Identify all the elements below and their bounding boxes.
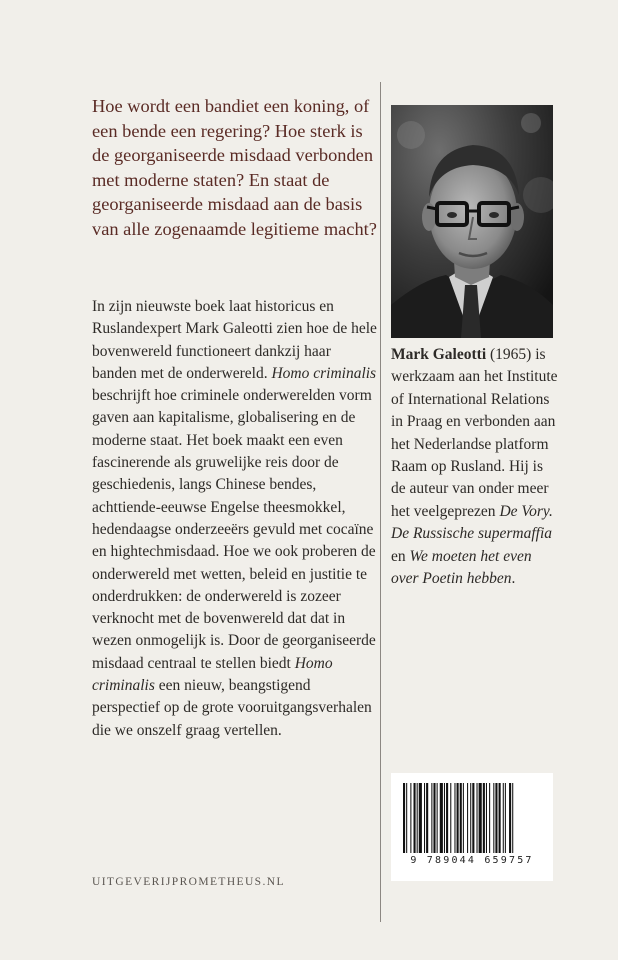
column-divider — [380, 82, 381, 922]
barcode-bar — [417, 783, 418, 853]
description-text-3: een nieuw, beangstigend perspectief op de grote vooruitgangsverhalen die we onszelf graag vertellen. — [92, 677, 372, 739]
barcode-bar — [479, 783, 482, 853]
lead-paragraph: Hoe wordt een bandiet een koning, of een bende een regering? Hoe sterk is de georganiseerde misdaad verbonden met moderne staten? En staat de georganiseerde misdaad aan de basis van alle zogenaamde legitieme macht? — [92, 96, 377, 239]
barcode-bar — [457, 783, 459, 853]
author-bio — [391, 344, 561, 590]
barcode-bar — [433, 783, 435, 853]
barcode-bar — [410, 783, 411, 853]
barcode-bar — [406, 783, 407, 853]
author-name: Mark Galeotti — [391, 346, 487, 363]
description-text-1: In zijn nieuwste boek laat historicus en Ruslandexpert Mark Galeotti zien hoe de hele bovenwereld functioneert dankzij haar banden met de onderwereld. — [92, 298, 377, 382]
author-book-title-2: We moeten het even over Poetin hebben — [391, 547, 532, 588]
barcode-bar — [472, 783, 474, 853]
author-bio-text-2: en — [391, 547, 410, 565]
barcode-bar — [403, 783, 405, 853]
isbn-number: 9 789044 659757 — [410, 855, 534, 866]
author-bio-text-1: (1965) is werkzaam aan het Institute of International Relations in Praag en verbonden aan het Nederlandse platform Raam op Rusland. Hij is de auteur van onder meer het veelgeprezen — [391, 346, 558, 520]
barcode-bar — [419, 783, 422, 853]
barcode-bar — [503, 783, 504, 853]
barcode-bar — [414, 783, 416, 853]
barcode-bar — [477, 783, 478, 853]
barcode-bar — [505, 783, 506, 853]
barcode-bar — [512, 783, 513, 853]
barcode-bar — [499, 783, 501, 853]
barcode-bar — [489, 783, 490, 853]
description-text-2: beschrijft hoe criminele onderwerelden vorm gaven aan kapitalisme, globalisering en de moderne staat. Het boek maakt een even fascinerende als gruwelijke reis door de geschiedenis, langs Chinese bendes, achttiende-eeuwse Engelse theesmokkel, hedendaagse onderzeeërs gevuld met cocaïne en hightechmisdaad. Hoe we ook proberen de onderwereld met wetten, beleid en justitie te onderdrukken: de onderwereld is zozeer verknocht met de bovenwereld dat dat in wezen onmogelijk is. Door de georganiseerde misdaad centraal te stellen biedt — [92, 387, 376, 672]
barcode-bar — [493, 783, 494, 853]
isbn-barcode — [391, 773, 553, 881]
barcode-bar — [437, 783, 438, 853]
author-photo — [391, 105, 553, 338]
barcode-bar — [426, 783, 428, 853]
barcode-bar — [460, 783, 462, 853]
barcode-bar — [444, 783, 445, 853]
barcode-bar — [467, 783, 468, 853]
barcode-bars — [399, 783, 545, 855]
author-book-title-1: De Vory. De Russische supermaffia — [391, 502, 553, 543]
barcode-bar — [450, 783, 451, 853]
barcode-bar — [495, 783, 497, 853]
description-paragraph — [92, 296, 377, 742]
barcode-bar — [454, 783, 455, 853]
book-title-mention-2: Homo criminalis — [92, 654, 333, 695]
author-bio-text-3: . — [511, 570, 516, 588]
book-title-mention-1: Homo criminalis — [271, 364, 377, 382]
barcode-bar — [509, 783, 511, 853]
barcode-bar — [431, 783, 432, 853]
barcode-bar — [483, 783, 485, 853]
publisher-website: UITGEVERIJPROMETHEUS.NL — [92, 876, 285, 888]
barcode-bar — [463, 783, 464, 853]
barcode-bar — [424, 783, 425, 853]
barcode-bar — [440, 783, 443, 853]
barcode-bar — [486, 783, 487, 853]
barcode-bar — [446, 783, 448, 853]
barcode-bar — [470, 783, 471, 853]
